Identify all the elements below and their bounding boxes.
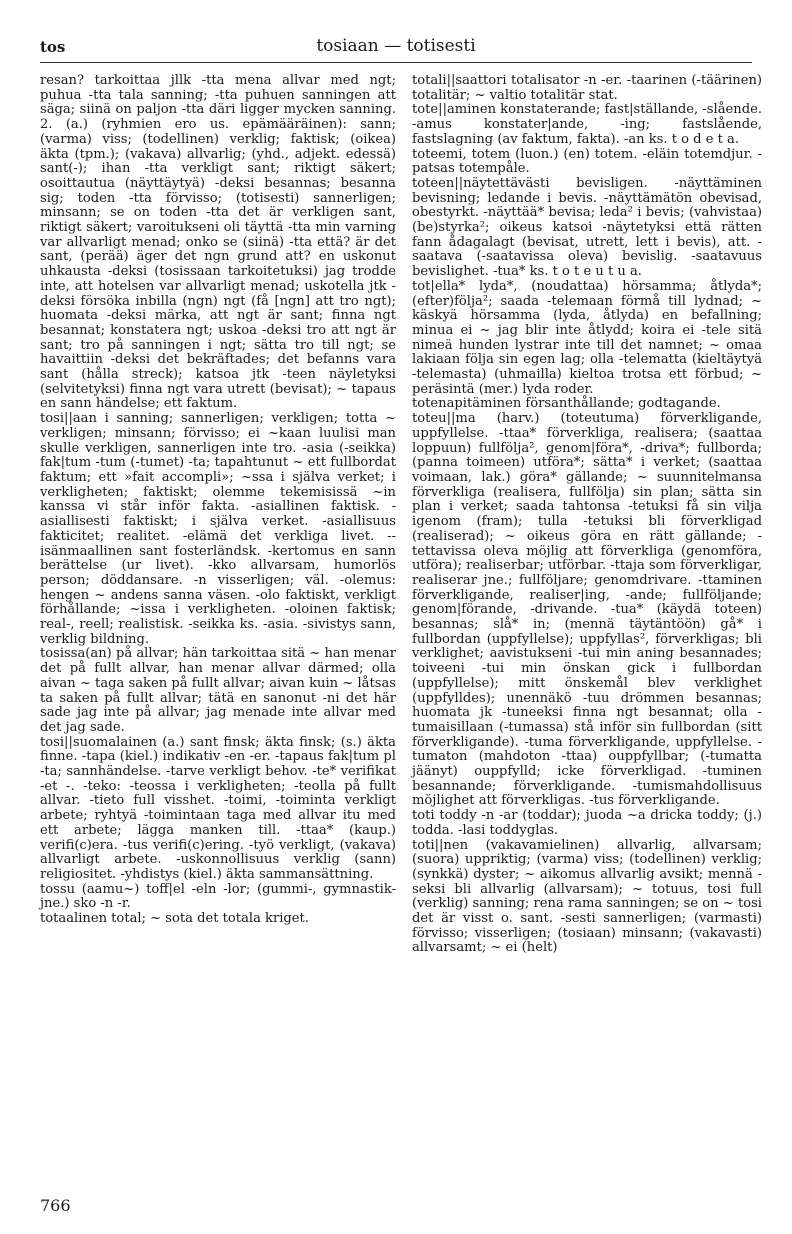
guide-word: tos bbox=[40, 38, 66, 56]
entry-text: totaalinen total; ~ sota det totala kriget. bbox=[40, 911, 309, 927]
page-number: 766 bbox=[40, 1196, 71, 1215]
entry-text: toteemi, totem (luon.) (en) totem. -eläin totemdjur. -patsas totempåle. bbox=[412, 146, 762, 177]
entry-text: totali||saattori totalisator -n -er. -taarinen (-täärinen) totalitär; ~ valtio totalitär stat. bbox=[412, 73, 762, 103]
right-column bbox=[412, 74, 762, 956]
entry-text: toti toddy -n -ar (toddar); juoda ~a dricka toddy; (j.) todda. -lasi toddyglas. bbox=[412, 808, 762, 838]
page-range-title: tosiaan — totisesti bbox=[316, 36, 476, 56]
left-column bbox=[40, 74, 396, 927]
entry-text: toteen||näytettävästi bevisligen. -näyttäminen bevisning; ledande i bevis. -näyttämätön obevisad, obestyrkt. -näyttää* bevisa; leda² i bevis; (vahvistaa) (be)styrka²; oikeus katsoi -näytetyksi että rätten fann ådagalagt (bevisat, utrett, lett i bevis), att. -saatava (-saatavissa oleva) bevislig. -saatavuus bevislighet. -tua* ks. t o t e u t u a. bbox=[412, 175, 762, 280]
entry-text: totenapitäminen försanthållande; godtagande. bbox=[412, 396, 721, 412]
entry-text: tosi||aan i sanning; sannerligen; verkligen; totta ~ verkligen; minsann; förvisso; ei ~kaan luulisi man skulle verkligen, sannerligen inte tro. -asia (-seikka) fak|tum -tum (-tumet) -ta; tapahtunut ~ ett fullbordat faktum; ett »fait accompli»; ~ssa i själva verket; i verkligheten; faktiskt; olemme tekemisissä ~in kanssa vi står inför fakta. -asiallinen faktisk. -asiallisesti faktiskt; i själva verket. -asiallisuus fakticitet; realitet. -elämä det verkliga livet. --isänmaallinen sant fosterländsk. -kertomus en sann berättelse (ur livet). -kko allvarsam, humorlös person; döddansare. -n visserligen; väl. -olemus: hengen ~ andens sanna väsen. -olo faktiskt, verkligt förhållande; ~issa i verkligheten. -oloinen faktisk; real-, reell; realistisk. -seikka ks. -asia. -sivistys sann, verklig bildning. bbox=[40, 411, 396, 647]
entry-text: tote||aminen konstaterande; fast|ställande, -slående. -amus konstater|ande, -ing; fastslående, fastslagning (av faktum, fakta). -an ks. t o d e t a. bbox=[412, 102, 762, 147]
entry-text: tossu (aamu~) toff|el -eln -lor; (gummi-, gymnastik- jne.) sko -n -r. bbox=[40, 881, 396, 912]
header-rule bbox=[40, 62, 752, 63]
entry-text: toteu||ma (harv.) (toteutuma) förverkligande, uppfyllelse. -ttaa* förverkliga, realisera; (saattaa loppuun) fullfölja², genom|föra*, -driva*; fullborda; (panna toimeen) utföra*; sätta* i verket; (saattaa voimaan, lak.) göra* gällande; ~ suunnitelmansa förverkliga (realisera, fullfölja) sin plan; sätta sin plan i verket; saada tahtonsa -tetuksi få sin vilja igenom (fram); tulla -tetuksi bli förverkligad (realiserad); ~ oikeus göra en rätt gällande; -tettavissa oleva möjlig att förverkliga (genomföra, utföra); realiserbar; utförbar. -ttaja som förverkligar, realiserar jne.; fullföljare; genomdrivare. -ttaminen förverkligande, realiser|ing, -ande; fullföljande; genom|förande, -drivande. -tua* (käydä toteen) besannas; slå* in; (mennä täytäntöön) gå* i fullbordan (uppfyllelse); uppfyllas², förverkligas; bli verklighet; aavistukseni -tui min aning besannades; toiveeni -tui min önskan gick i fullbordan (uppfyllelse); mitt önskemål blev verklighet (uppfylldes); unennäkö -tuu drömmen besannas; huomata jk -tuneeksi finna ngt besannat; olla -tumaisillaan (-tumassa) stå inför sin fullbordan (sitt förverkligande). -tuma förverkligande, uppfyllelse. -tumaton (mahdoton -ttaa) ouppfyllbar; (-tumatta jäänyt) ouppfylld; icke förverkligad. -tuminen besannande; förverkligande. -tumismahdollisuus möjlighet att förverkligas. -tus förverkligande. bbox=[412, 411, 762, 809]
entry-text: tosissa(an) på allvar; hän tarkoittaa sitä ~ han menar det på fullt allvar, han menar allvar därmed; olla aivan ~ taga saken på fullt allvar; aivan kuin ~ låtsas ta saken på fullt allvar; tätä en sanonut -ni det här sade jag inte på allvar; jag menade inte allvar med det jag sade. bbox=[40, 646, 396, 735]
entry-text: toti||nen (vakavamielinen) allvarlig, allvarsam; (suora) uppriktig; (varma) viss; (todellinen) verklig; (synkkä) dyster; ~ aikomus allvarlig avsikt; mennä -seksi bli allvarlig (allvarsam); ~ totuus, tosi full (verklig) sanning; rena rama sanningen; se on ~ tosi det är visst o. sant. -sesti sannerligen; (varmasti) förvisso; visserligen; (tosiaan) minsann; (vakavasti) allvarsamt; ~ ei (helt) bbox=[412, 837, 762, 956]
entry-text: tot|ella* lyda*, (noudattaa) hörsamma; åtlyda*; (efter)följa²; saada -telemaan förmå till lydnad; ~ käskyä hörsamma (lyda, åtlyda) en befallning; minua ei ~ jag blir inte åtlydd; koira ei -tele sitä nimeä hunden lystrar inte till det namnet; ~ omaa lakiaan följa sin egen lag; olla -telematta (kieltäytyä -telemasta) (uhmailla) kieltoa trotsa ett förbud; ~ peräsintä (mer.) lyda roder. bbox=[412, 278, 762, 397]
entry-text: tosi||suomalainen (a.) sant finsk; äkta finsk; (s.) äkta finne. -tapa (kiel.) indikativ -en -er. -tapaus fak|tum pl -ta; sannhändelse. -tarve verkligt behov. -te* verifikat -et -. -teko: -teossa i verkligheten; -teolla på fullt allvar. -tieto full visshet. -toimi, -toiminta verkligt arbete; ryhtyä -toimintaan taga med allvar itu med ett arbete; lägga manken till. -ttaa* (kaup.) verifi(c)era. -tus verifi(c)ering. -työ verkligt, (vakava) allvarligt arbete. -uskonnollisuus verklig (sann) religiositet. -yhdistys (kiel.) äkta sammansättning. bbox=[40, 734, 396, 882]
entry-text: resan? tarkoittaa jllk -tta mena allvar med ngt; puhua -tta tala sanning; -tta puhuen sanningen att säga; siinä on paljon -tta däri ligger mycken sanning. 2. (a.) (ryhmien ero us. epämääräinen): sann; (varma) viss; (todellinen) verklig; faktisk; (oikea) äkta (tpm.); (vakava) allvarlig; (yhd., adjekt. edessä) sant(-); ihan -tta verkligt sant; riktigt säkert; osoittautua (näyttäytyä) -deksi besannas; besanna sig; toden -tta förvisso; (totisesti) sannerligen; minsann; se on toden -tta det är verkligen sant, riktigt säkert; varoitukseni oli täyttä -tta min varning var allvarligt menad; onko se (siinä) -tta että? är det sant, (perää) äger det ngn grund att? en uskonut uhkausta -deksi (tosissaan tarkoitetuksi) jag trodde inte, att hotelsen var allvarligt menad; uskotella jtk -deksi försöka inbilla (ngn) ngt (få [ngn] att tro ngt); huomata -deksi märka, att ngt är sant; finna ngt besannat; konstatera ngt; uskoa -deksi tro att ngt är sant; tro på sanningen i ngt; sätta tro till ngt; se havaittiin -deksi det bekräftades; det befanns vara sant (hålla streck); katsoa jtk -teen näyletyksi (selvitetyksi) finna ngt vara utrett (bevisat); ~ tapaus en sann händelse; ett faktum. bbox=[40, 73, 396, 412]
